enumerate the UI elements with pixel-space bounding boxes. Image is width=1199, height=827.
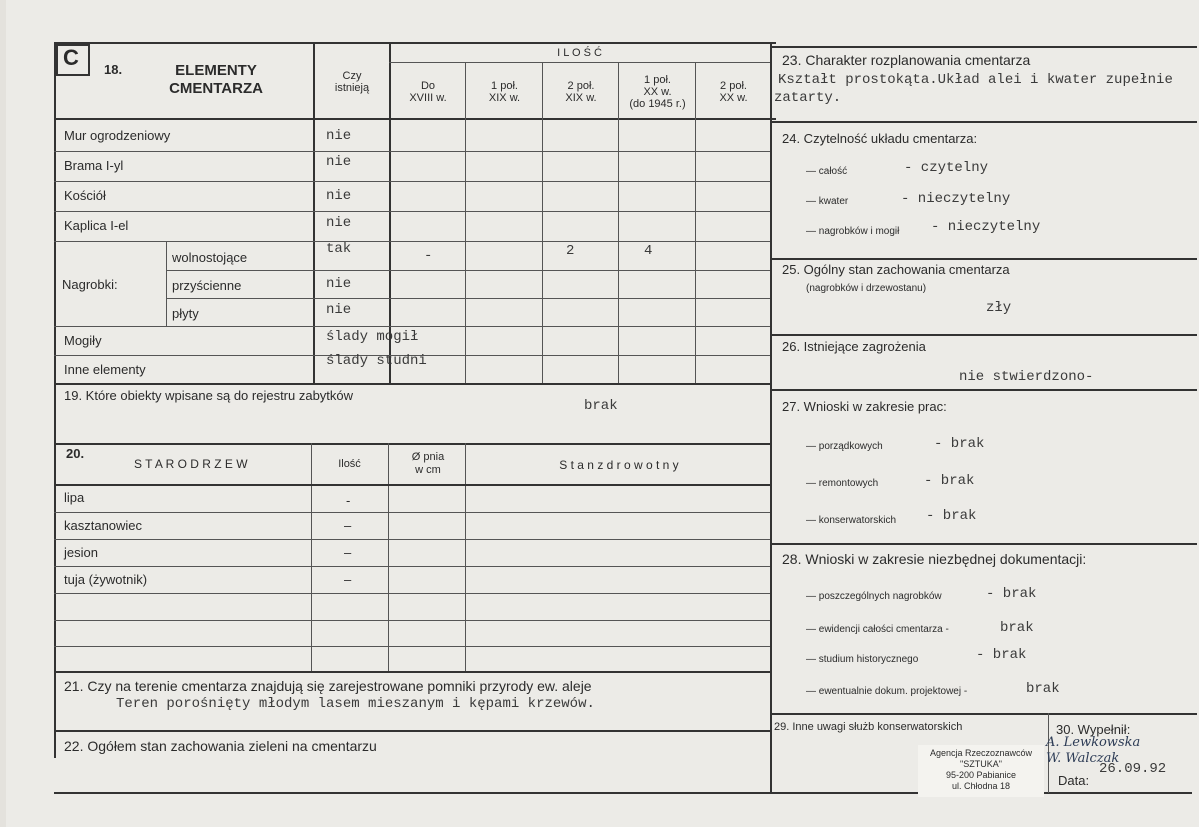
s28-label: 28. Wnioski w zakresie niezbędnej dokumentacji: xyxy=(782,551,1087,567)
row-exists-brama: nie xyxy=(326,154,352,170)
left-border xyxy=(54,42,56,758)
inventory-card xyxy=(6,0,1199,827)
period-2-l1: 2 poł. xyxy=(567,80,595,92)
s28-item-value-2: - brak xyxy=(976,647,1027,663)
s20-col-divider xyxy=(465,443,466,671)
ilosc-header: I L O Ś Ć xyxy=(557,47,602,59)
row-label-inne: Inne elementy xyxy=(64,362,146,377)
s20-row-line xyxy=(54,512,770,513)
s30-label: 30. Wypełnił: xyxy=(1056,722,1131,737)
s26-bottom-line xyxy=(770,389,1197,391)
row-label-kosciol: Kościół xyxy=(64,188,106,203)
row-label-kaplica: Kaplica I-el xyxy=(64,218,129,233)
tree-name-tuja: tuja (żywotnik) xyxy=(64,572,148,587)
period-0-l1: Do xyxy=(420,80,436,92)
s23-label: 23. Charakter rozplanowania cmentarza xyxy=(782,52,1031,68)
s24-item-value-nagrobkow: - nieczytelny xyxy=(931,219,1041,235)
s20-header-line xyxy=(54,484,770,486)
row-exists-kosciol: nie xyxy=(326,188,352,204)
row-label-plyty: płyty xyxy=(172,306,199,321)
col-period-divider-2 xyxy=(542,62,543,384)
s18-row-line xyxy=(54,181,770,182)
nagrobki-divider xyxy=(166,241,167,326)
period-0-l2: XVIII w. xyxy=(409,92,447,104)
row-exists-plyty: nie xyxy=(326,302,352,318)
s28-item-label-1: — ewidencji całości cmentarza - xyxy=(806,624,949,635)
period-3-l1: 1 poł. xyxy=(644,74,671,86)
row-exists-przyscienne: nie xyxy=(326,276,352,292)
s20-bottom-line xyxy=(54,671,770,673)
s28-item-value-3: brak xyxy=(1026,681,1060,697)
tree-ilosc-jesion: – xyxy=(344,545,352,560)
s20-col-ilosc: Ilość xyxy=(338,458,361,470)
s28-item-label-0: — poszczególnych nagrobków xyxy=(806,591,942,602)
col-period-divider-1 xyxy=(465,62,466,384)
s20-col-divider xyxy=(388,443,389,671)
s27-bottom-line xyxy=(770,543,1197,545)
s30-signature-1: A. Lewkowska xyxy=(1046,735,1141,750)
s18-row-line xyxy=(54,151,770,152)
row-label-przyscienne: przyścienne xyxy=(172,278,242,293)
period-3-l2: XX w. xyxy=(643,86,672,98)
row-p4-wolnostojace: 4 xyxy=(644,243,653,259)
s20-title: S T A R O D R Z E W xyxy=(134,457,248,471)
s30-date: 26.09.92 xyxy=(1099,761,1167,777)
row-label-nagrobki: Nagrobki: xyxy=(62,277,118,292)
s20-col-divider xyxy=(311,443,312,671)
s27-item-value-konserwatorskich: - brak xyxy=(926,508,977,524)
row-label-mogily: Mogiły xyxy=(64,333,102,348)
stamp-line-2: "SZTUKA" xyxy=(960,759,1002,769)
s18-bottom-line xyxy=(54,383,770,385)
row-label-wolnostojace: wolnostojące xyxy=(172,250,248,265)
s26-label: 26. Istniejące zagrożenia xyxy=(782,339,926,354)
s27-item-value-remontowych: - brak xyxy=(924,473,975,489)
tree-name-kasztanowiec: kasztanowiec xyxy=(64,518,143,533)
s18-title-l2: CMENTARZA xyxy=(169,80,263,97)
period-1-l1: 1 poł. xyxy=(491,80,518,92)
s18-title-l1: ELEMENTY xyxy=(175,62,257,79)
s21-bottom-line xyxy=(54,730,770,732)
row-exists-wolnostojace: tak xyxy=(326,241,352,257)
col-period-divider-3 xyxy=(618,62,619,384)
tree-ilosc-kasztanowiec: – xyxy=(344,518,352,533)
s20-row-line xyxy=(54,593,770,594)
section-c-letter: C xyxy=(63,45,79,70)
row-label-brama: Brama I-yl xyxy=(64,158,124,173)
s20-row-line xyxy=(54,566,770,567)
s22-label: 22. Ogółem stan zachowania zieleni na cmentarzu xyxy=(64,738,377,754)
s30-date-label: Data: xyxy=(1058,773,1090,788)
period-3-l3: (do 1945 r.) xyxy=(629,98,686,110)
stamp-line-4: ul. Chłodna 18 xyxy=(951,781,1011,791)
s25-bottom-line xyxy=(770,334,1197,336)
tree-name-jesion: jesion xyxy=(64,545,98,560)
row-p1-wolnostojace: - xyxy=(424,248,433,264)
period-2-l2: XIX w. xyxy=(565,92,597,104)
header-bottom-line xyxy=(54,118,776,120)
period-1-l2: XIX w. xyxy=(488,92,521,104)
s24-bottom-line xyxy=(770,258,1197,260)
period-4-l2: XX w. xyxy=(719,92,748,104)
s20-row-line xyxy=(54,646,770,647)
s26-value: nie stwierdzono- xyxy=(959,369,1094,385)
s20-col-stan: S t a n z d r o w o t n y xyxy=(559,458,679,472)
s20-row-line xyxy=(54,539,770,540)
top-border-right xyxy=(770,46,1197,48)
s27-item-label-porzadkowych: — porządkowych xyxy=(806,441,883,452)
s28-item-value-1: brak xyxy=(1000,620,1034,636)
s27-label: 27. Wnioski w zakresie prac: xyxy=(782,399,947,414)
s18-row-line xyxy=(54,241,770,242)
col-period-divider-4 xyxy=(695,62,696,384)
s23-bottom-line xyxy=(770,121,1197,123)
s21-label: 21. Czy na terenie cmentarza znajdują się zarejestrowane pomniki przyrody ew. aleje xyxy=(64,678,592,694)
s18-row-line xyxy=(166,298,770,299)
s20-col-pnia-l1: Ø pnia xyxy=(411,451,445,463)
s25-label: 25. Ogólny stan zachowania cmentarza xyxy=(782,262,1010,277)
s20-row-line xyxy=(54,620,770,621)
s24-item-value-calosc: - czytelny xyxy=(904,160,989,176)
s19-bottom-line xyxy=(54,443,770,445)
s28-item-label-3: — ewentualnie dokum. projektowej - xyxy=(806,686,968,697)
s28-bottom-line xyxy=(770,713,1197,715)
row-p3-wolnostojace: 2 xyxy=(566,243,575,259)
s25-value: zły xyxy=(986,300,1012,316)
stamp-line-1: Agencja Rzeczoznawców xyxy=(929,748,1033,758)
s23-value-l1: Kształt prostokąta.Układ alei i kwater zupełnie xyxy=(778,72,1173,88)
stamp-line-3: 95-200 Pabianice xyxy=(945,770,1017,780)
row-exists-inne: ślady studni xyxy=(326,353,427,369)
s27-item-label-konserwatorskich: — konserwatorskich xyxy=(806,515,897,526)
s30-signature-2: W. Walczak xyxy=(1046,751,1120,766)
exists-header-l1: Czy xyxy=(342,70,362,82)
s24-label: 24. Czytelność układu cmentarza: xyxy=(782,131,978,146)
period-4-l1: 2 poł. xyxy=(720,80,747,92)
s24-item-value-kwater: - nieczytelny xyxy=(901,191,1011,207)
exists-header-l2: istnieją xyxy=(334,82,370,94)
s18-row-line xyxy=(54,326,770,327)
s24-item-label-nagrobkow: — nagrobków i mogił xyxy=(806,226,900,237)
s18-number: 18. xyxy=(104,62,123,77)
s19-label: 19. Które obiekty wpisane są do rejestru zabytków xyxy=(64,388,354,403)
s27-item-value-porzadkowych: - brak xyxy=(934,436,985,452)
s29-label: 29. Inne uwagi służb konserwatorskich xyxy=(774,721,963,733)
row-label-mur: Mur ogrodzeniowy xyxy=(64,128,171,143)
s21-value: Teren porośnięty młodym lasem mieszanym i kępami krzewów. xyxy=(116,696,595,712)
center-divider xyxy=(770,42,772,794)
tree-ilosc-lipa: - xyxy=(346,493,351,508)
s24-item-label-calosc: — całość xyxy=(806,166,848,177)
s18-row-line xyxy=(54,211,770,212)
s20-number: 20. xyxy=(66,446,85,461)
s28-item-value-0: - brak xyxy=(986,586,1037,602)
s20-col-pnia-l2: w cm xyxy=(415,464,441,476)
top-border-left xyxy=(54,42,776,44)
s27-item-label-remontowych: — remontowych xyxy=(806,478,879,489)
s23-value-l2: zatarty. xyxy=(774,90,842,106)
row-exists-kaplica: nie xyxy=(326,215,352,231)
s28-item-label-2: — studium historycznego xyxy=(806,654,919,665)
ilosc-underline xyxy=(389,62,770,63)
row-exists-mogily: ślady mogił xyxy=(326,329,419,345)
s18-row-line xyxy=(166,270,770,271)
s19-value: brak xyxy=(584,398,618,414)
s25-sub: (nagrobków i drzewostanu) xyxy=(806,283,927,294)
tree-ilosc-tuja: – xyxy=(344,572,352,587)
s24-item-label-kwater: — kwater xyxy=(806,196,849,207)
tree-name-lipa: lipa xyxy=(64,490,85,505)
row-exists-mur: nie xyxy=(326,128,352,144)
